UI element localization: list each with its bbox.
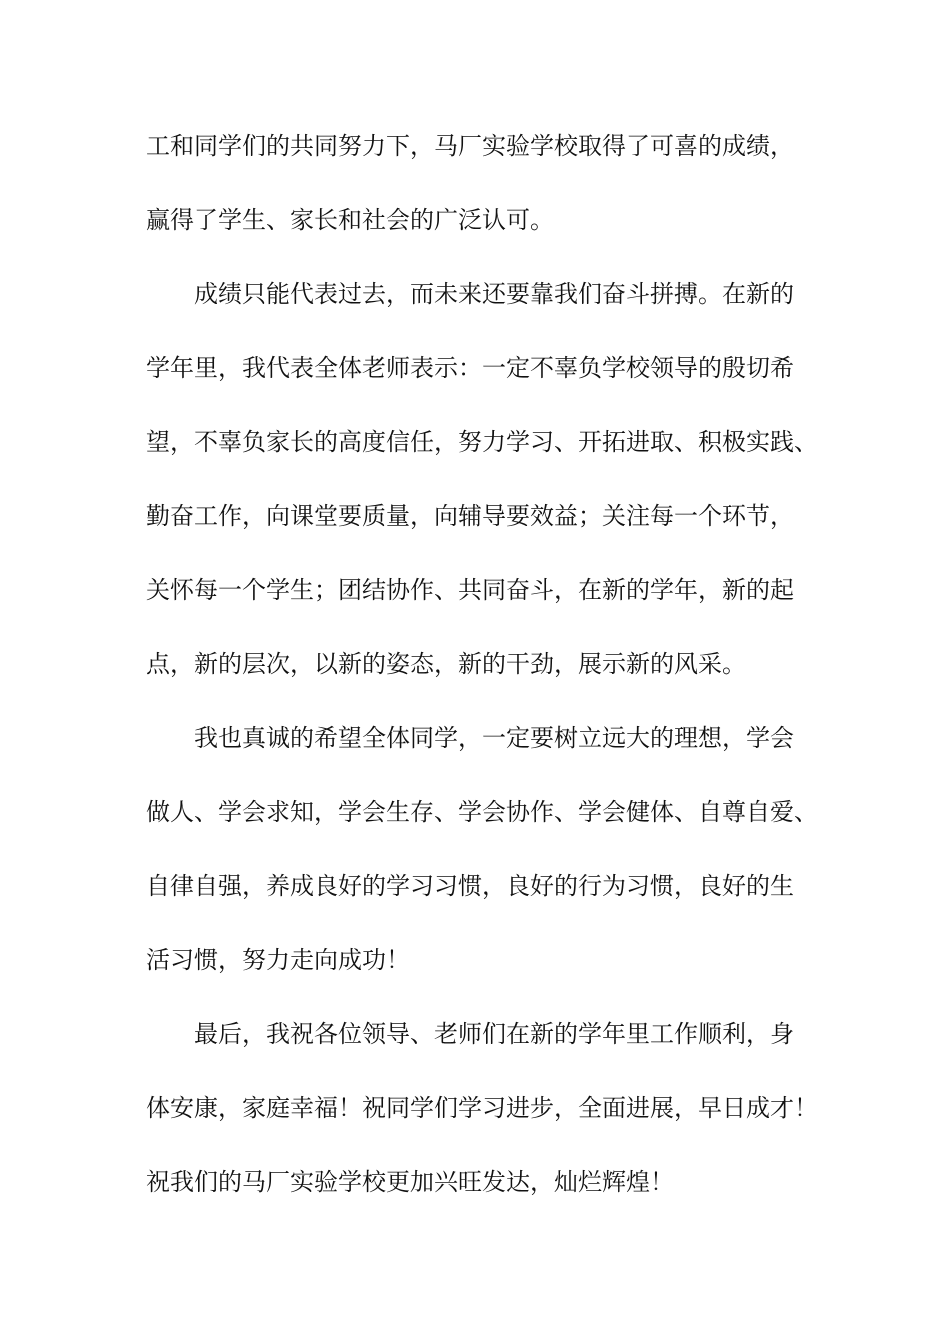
text-line: 学年里，我代表全体老师表示：一定不辜负学校领导的殷切希 [146, 354, 794, 382]
text-line: 祝我们的马厂实验学校更加兴旺发达，灿烂辉煌！ [146, 1168, 674, 1196]
text-line: 自律自强，养成良好的学习习惯，良好的行为习惯，良好的生 [146, 872, 794, 900]
paragraph-first-line: 最后，我祝各位领导、老师们在新的学年里工作顺利，身 [194, 1020, 794, 1048]
text-line: 工和同学们的共同努力下，马厂实验学校取得了可喜的成绩， [146, 132, 794, 160]
text-line: 关怀每一个学生；团结协作、共同奋斗，在新的学年，新的起 [146, 576, 794, 604]
text-line: 赢得了学生、家长和社会的广泛认可。 [146, 206, 554, 234]
text-line: 活习惯，努力走向成功！ [146, 946, 410, 974]
text-line: 体安康，家庭幸福！祝同学们学习进步，全面进展，早日成才！ [146, 1094, 818, 1122]
document-body [146, 126, 846, 1236]
paragraph-first-line: 我也真诚的希望全体同学，一定要树立远大的理想，学会 [194, 724, 794, 752]
text-line: 勤奋工作，向课堂要质量，向辅导要效益；关注每一个环节， [146, 502, 794, 530]
text-line: 点，新的层次，以新的姿态，新的干劲，展示新的风采。 [146, 650, 746, 678]
paragraph-first-line: 成绩只能代表过去，而未来还要靠我们奋斗拼搏。在新的 [194, 280, 794, 308]
text-line: 望，不辜负家长的高度信任，努力学习、开拓进取、积极实践、 [146, 428, 818, 456]
text-line: 做人、学会求知，学会生存、学会协作、学会健体、自尊自爱、 [146, 798, 818, 826]
